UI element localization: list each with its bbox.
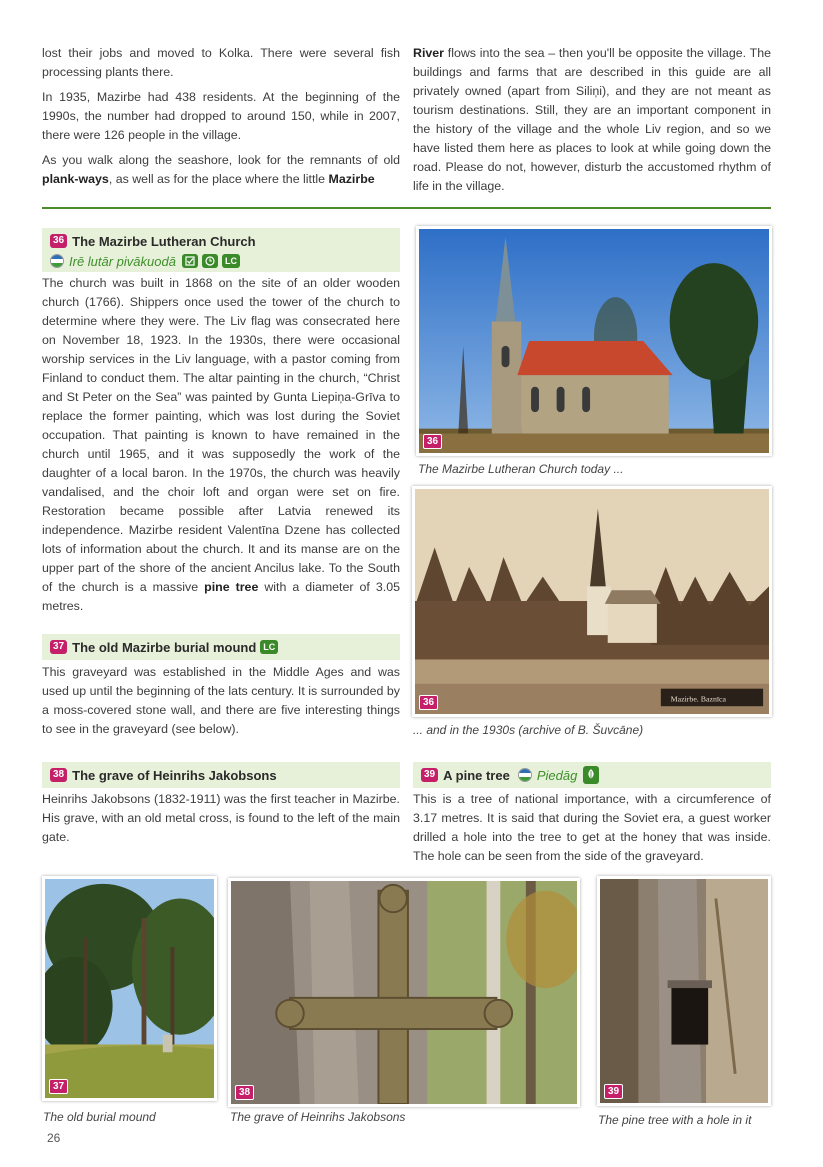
church-1930s-number: 36: [419, 695, 438, 710]
section-36-liv-name: Irē lutār pivākuodā: [69, 253, 176, 269]
section-36-number: 36: [50, 234, 67, 248]
grave-cross-number: 38: [235, 1085, 254, 1100]
section-37-header: [42, 634, 400, 660]
section-37-title: The old Mazirbe burial mound: [72, 639, 257, 655]
section-36-body: The church was built in 1868 on the site of an older wooden church (1766). Shippers once used the tower of the church to determine where they were. The Liv flag was consecrated here on November 18, 1923. In the 1930s, there were occasional worship services in the Liv language, with a pastor coming from Finland to conduct them. The altar painting in the church, “Christ and St Peter on the Sea” was painted by Gunta Liepiņa-Grīva to replace the former painting, which was lost during the Soviet occupation. That painting is known to have remained in the church until 1965, and it was supposedly the work of the daughter of a local baron. In the 1970s, the church was heavily vandalised, and the choir loft and organ were set on fire. Restoration became possible after Latvia renewed its independence. Mazirbe resident Valentīna Dzene has collected lots of information about the church. It and its manse are on the upper part of the shore of the ancient Ancilus lake. To the South of the church is a massive pine tree with a diameter of 3.05 metres.: [42, 276, 400, 613]
clock-icon: [202, 254, 218, 268]
section-38-title: The grave of Heinrihs Jakobsons: [72, 767, 277, 783]
section-39-liv-name: Piedāg: [536, 767, 578, 783]
intro-left-p1: lost their jobs and moved to Kolka. There were several fish processing plants there.: [42, 46, 400, 79]
pine-tree-photo: [597, 876, 771, 1106]
pine-tree-number: 39: [604, 1084, 623, 1099]
intro-left-p2: In 1935, Mazirbe had 438 residents. At the beginning of the 1990s, the number had dropped to around 150, while in 2007, there were 126 people in the village.: [42, 90, 400, 142]
section-39-body: This is a tree of national importance, with a circumference of 3.17 metres. It is said that during the Soviet era, a guest worker drilled a hole into the tree to get at the honey that was inside. The hole can be seen from the side of the graveyard.: [413, 792, 771, 863]
burial-mound-number: 37: [49, 1079, 68, 1094]
grave-cross-photo: [228, 878, 580, 1107]
intro-right-column: [413, 44, 771, 202]
section-36-title: The Mazirbe Lutheran Church: [72, 233, 256, 249]
lc-badge: LC: [260, 640, 278, 654]
section-38-body: Heinrihs Jakobsons (1832-1911) was the first teacher in Mazirbe. His grave, with an old metal cross, is found to the left of the main gate.: [42, 792, 400, 844]
lc-badge: LC: [222, 254, 240, 268]
section-39-header: [413, 762, 771, 788]
burial-mound-photo: [42, 876, 217, 1101]
grave-cross-caption: The grave of Heinrihs Jakobsons: [230, 1110, 406, 1124]
section-36-header: [42, 228, 400, 272]
section-37-body: This graveyard was established in the Middle Ages and was used up until the beginning of the lats century. It is surrounded by a moss-covered stone wall, and there are five interesting things to see in the graveyard (see below).: [42, 665, 400, 736]
pine-tree-caption: The pine tree with a hole in it: [598, 1113, 752, 1127]
burial-mound-caption: The old burial mound: [43, 1110, 156, 1124]
liv-flag-icon: [518, 768, 532, 782]
church-1930s-inscription: Mazirbe. Baznīca: [670, 694, 727, 704]
checkbox-icon: [182, 254, 198, 268]
page-number: 26: [47, 1131, 61, 1145]
church-1930s-caption: ... and in the 1930s (archive of B. Šuvcāne): [413, 723, 644, 737]
section-39-number: 39: [421, 768, 438, 782]
intro-left-p3: As you walk along the seashore, look for the remnants of old plank-ways, as well as for the place where the little Mazirbe: [42, 153, 400, 186]
section-37-number: 37: [50, 640, 67, 654]
church-1930s-photo: [412, 486, 772, 717]
intro-left-column: [42, 44, 400, 195]
church-today-number: 36: [423, 434, 442, 449]
section-39-title: A pine tree: [443, 767, 510, 783]
church-today-caption: The Mazirbe Lutheran Church today ...: [418, 462, 624, 476]
church-today-photo: [416, 226, 772, 456]
leaf-icon: [583, 766, 599, 784]
section-38-header: [42, 762, 400, 788]
section-38-number: 38: [50, 768, 67, 782]
section-divider: [42, 207, 771, 209]
liv-flag-icon: [50, 254, 64, 268]
intro-right-p1: River flows into the sea – then you'll be opposite the village. The buildings and farms that are described in this guide are all privately owned (apart from Siliņi), and they are not meant as tourism destinations. Still, they are an important component in the history of the village and the whole Liv region, and so we have listed them here as places to look at while going down the road. Please do not, however, disturb the accustomed rhythm of life in the village.: [413, 46, 771, 193]
